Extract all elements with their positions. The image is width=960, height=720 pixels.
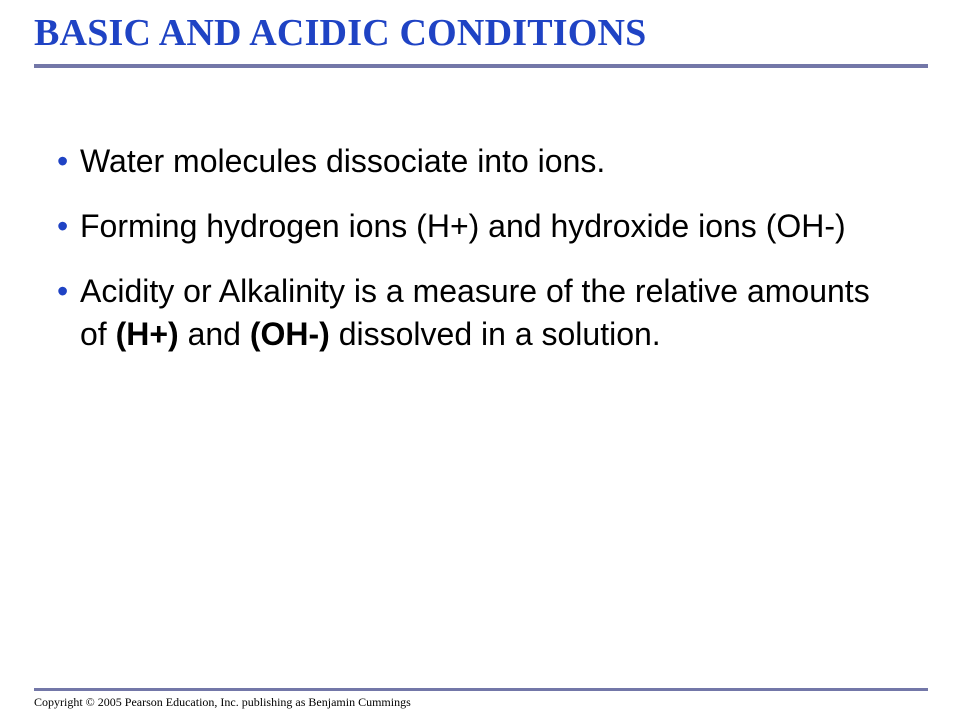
bullet-text-part: and bbox=[178, 316, 250, 352]
bullet-item-3 bbox=[0, 270, 960, 356]
bullet-text-part: Acidity or Alkalinity is a measure of the relative amounts of bbox=[80, 273, 870, 352]
slide-title: BASIC AND ACIDIC CONDITIONS bbox=[34, 12, 647, 54]
bullet-text: Water molecules dissociate into ions. bbox=[80, 143, 606, 179]
footer-divider bbox=[34, 688, 928, 691]
bold-term-hydrogen: (H+) bbox=[115, 316, 179, 352]
bullet-text-part: dissolved in a solution. bbox=[329, 316, 661, 352]
bullet-item-1 bbox=[0, 140, 960, 183]
bullet-icon: • bbox=[57, 273, 69, 309]
bullet-list bbox=[0, 140, 960, 378]
bullet-icon: • bbox=[57, 143, 69, 179]
bold-term-hydroxide: (OH-) bbox=[249, 316, 330, 352]
bullet-text: Forming hydrogen ions (H+) and hydroxide ions (OH-) bbox=[80, 208, 846, 244]
bullet-icon: • bbox=[57, 208, 69, 244]
copyright-footer: Copyright © 2005 Pearson Education, Inc. publishing as Benjamin Cummings bbox=[34, 695, 411, 709]
title-divider bbox=[34, 64, 928, 68]
bullet-item-2 bbox=[0, 205, 960, 248]
